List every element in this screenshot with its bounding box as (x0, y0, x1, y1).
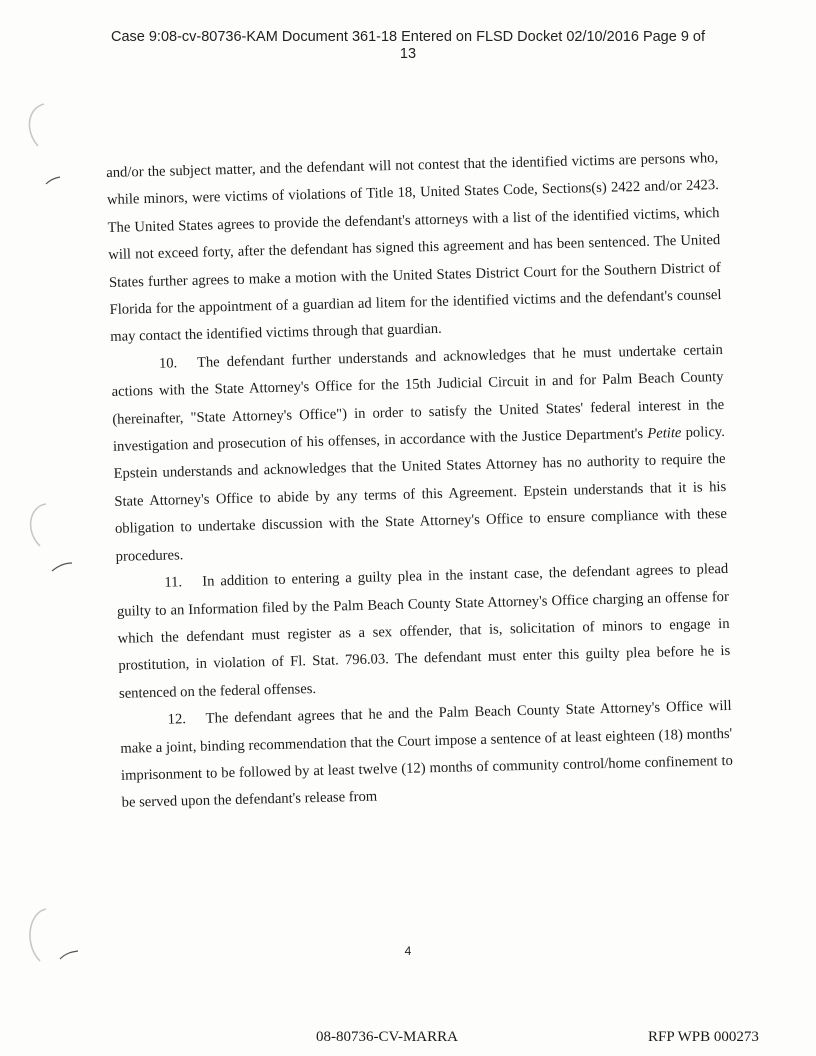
agreement-body (106, 145, 734, 818)
bates-number-footer: RFP WPB 000273 (648, 1029, 759, 1045)
paragraph-11 (116, 556, 731, 708)
margin-scribble-mark (50, 560, 74, 574)
court-filing-header (0, 29, 816, 63)
continuation-paragraph: and/or the subject matter, and the defendant will not contest that the identified victims are persons who, while minors, were victims of violations of Title 18, United States Code, Sections(s) 2422 and/or 2423. The United States agrees to provide the defendant's attorneys with a list of the identified victims, which will not exceed forty, after the defendant has signed this agreement and has been sentenced. The United States further agrees to make a motion with the United States District Court for the Southern District of Florida for the appointment of a guardian ad litem for the identified victims and the defendant's counsel may contact the identified victims through that guardian. (106, 150, 722, 346)
paragraph-number: 12. (167, 711, 187, 728)
paragraph-number: 10. (158, 355, 178, 372)
case-number-footer: 08-80736-CV-MARRA (316, 1029, 458, 1045)
margin-scribble-mark (44, 174, 64, 188)
paragraph-text: The defendant further understands and acknowledges that he must undertake certain actions with the State Attorney's Office for the 15th Judicial Circuit in and for Palm Beach County (hereinafter, "State Attorney's Office") in order to satisfy the United States' federal interest in the investigation and prosecution of his offenses, in accordance with the Justice Department's (111, 341, 725, 455)
page-number: 4 (404, 944, 412, 958)
paragraph-10 (111, 337, 728, 571)
paragraph-12 (119, 693, 733, 818)
hole-punch-top-mark (18, 100, 48, 150)
paragraph-number: 11. (164, 574, 183, 591)
paragraph-text: In addition to entering a guilty plea in the instant case, the defendant agrees to plead guilty to an Information filed by the Palm Beach County State Attorney's Office charging an offense for which the defendant must register as a sex offender, that is, solicitation of minors to engage in prostitution, in violation of Fl. Stat. 796.03. The defendant must enter this guilty plea before he is sentenced on the federal offenses. (116, 561, 731, 702)
paragraph-text: The defendant agrees that he and the Palm Beach County State Attorney's Office will make a joint, binding recommendation that the Court impose a sentence of at least eighteen (18) months' imprisonment to be followed by at least twelve (12) months of community control/home confinement to be served upon the defendant's release from (120, 698, 734, 812)
hole-punch-middle-mark (18, 500, 48, 550)
header-line-1: Case 9:08-cv-80736-KAM Document 361-18 Entered on FLSD Docket 02/10/2016 Page 9 of (110, 29, 706, 45)
petite-policy-italic: Petite (647, 425, 682, 442)
paragraph-text: policy. Epstein understands and acknowledges that the United States Attorney has no authority to require the State Attorney's Office to abide by any terms of this Agreement. Epstein understands that it is his obligation to undertake discussion with the State Attorney's Office to ensure compliance with these procedures. (113, 424, 728, 565)
header-line-2: 13 (399, 46, 417, 62)
